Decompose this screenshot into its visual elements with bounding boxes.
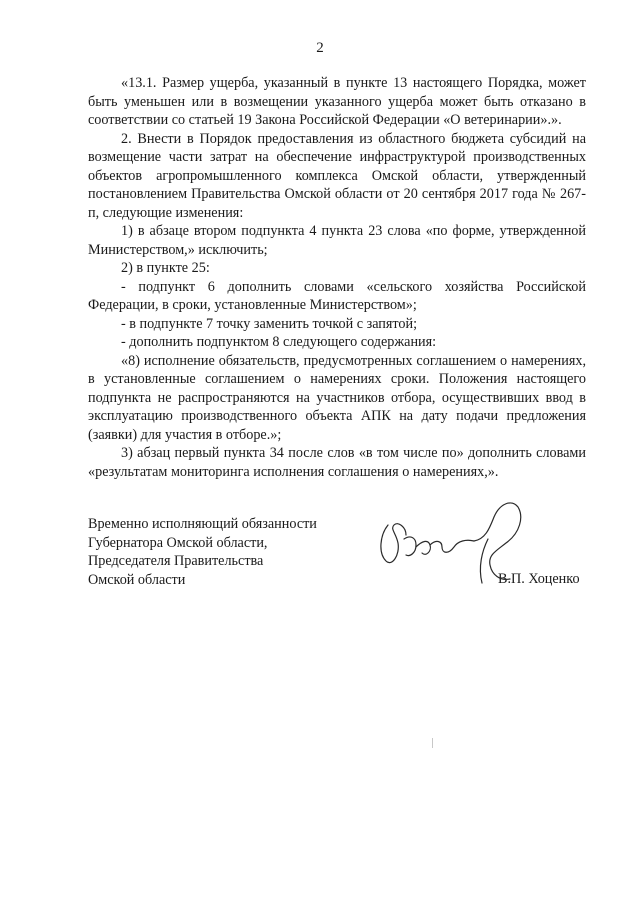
signer-title-line: Председателя Правительства	[88, 553, 264, 569]
scan-artifact	[432, 738, 433, 748]
signer-name: В.П. Хоценко	[498, 571, 580, 587]
paragraph-subitem-7: - в подпункте 7 точку заменить точкой с запятой;	[121, 315, 418, 332]
paragraph-amendment-2: 2. Внести в Порядок предоставления из областного бюджета субсидий на возмещение части затрат на обеспечение инфраструктурой производственных объектов агропромышленного комплекса Омской области, утвержденный постановлением Правительства Омской области от 20 сентября 2017 года № 267-п, следующие изменения:	[88, 130, 586, 221]
paragraph-item-3: 3) абзац первый пункта 34 после слов «в том числе по» дополнить словами «результатам мониторинга исполнения соглашения о намерениях,».	[88, 445, 586, 480]
paragraph-item-1: 1) в абзаце втором подпункта 4 пункта 23 слова «по форме, утвержденной Министерством,» исключить;	[88, 223, 586, 258]
paragraph-13-1: «13.1. Размер ущерба, указанный в пункте 13 настоящего Порядка, может быть уменьшен или в возмещении указанного ущерба может быть отказано в соответствии со статьей 19 Закона Российской Федерации «О ветеринарии».».	[88, 75, 586, 128]
signer-title-line: Временно исполняющий обязанности	[88, 516, 317, 532]
paragraph-subitem-8-text: «8) исполнение обязательств, предусмотренных соглашением о намерениях, в установленные соглашением о намерениях сроки. Положения настоящего подпункта не распространяются на участников отбора, осуществивших ввод в эксплуатацию производственного объекта АПК на дату подачи предложения (заявки) для участия в отборе.»;	[88, 352, 586, 443]
page-number: 2	[316, 40, 324, 56]
handwritten-signature	[370, 495, 530, 590]
signer-title-line: Омской области	[88, 571, 186, 588]
paragraph-subitem-8-intro: - дополнить подпунктом 8 следующего содержания:	[121, 334, 437, 350]
signer-title-line: Губернатора Омской области,	[88, 534, 268, 551]
paragraph-item-2: 2) в пункте 25:	[121, 260, 210, 276]
document-body	[88, 74, 586, 481]
paragraph-subitem-6: - подпункт 6 дополнить словами «сельского хозяйства Российской Федерации, в сроки, установленные Министерством»;	[88, 278, 586, 313]
